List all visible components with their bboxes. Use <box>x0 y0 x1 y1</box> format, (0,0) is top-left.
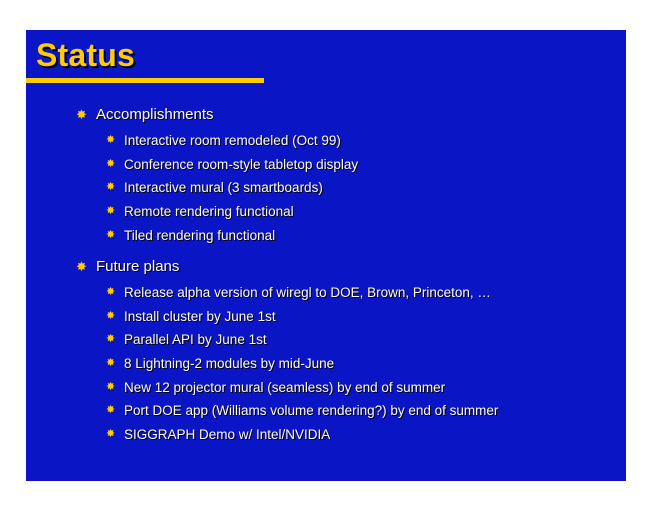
section-heading-label: Future plans <box>96 258 180 275</box>
list-item <box>106 305 498 329</box>
list-item <box>106 328 498 352</box>
asterisk-bullet-icon: ✸ <box>106 181 116 194</box>
list-item-label: Parallel API by June 1st <box>124 332 267 348</box>
asterisk-bullet-icon: ✸ <box>106 286 116 299</box>
list-item-label: Tiled rendering functional <box>124 227 276 243</box>
list-item-label: Remote rendering functional <box>124 204 294 220</box>
slide <box>26 30 626 481</box>
bullet-list <box>106 129 358 247</box>
list-item-label: Interactive room remodeled (Oct 99) <box>124 133 341 149</box>
list-item <box>106 281 498 305</box>
list-item-label: Conference room-style tabletop display <box>124 156 359 172</box>
asterisk-bullet-icon: ✸ <box>106 157 116 170</box>
asterisk-bullet-icon: ✸ <box>106 357 116 370</box>
section-heading <box>76 106 214 123</box>
asterisk-bullet-icon: ✸ <box>106 380 116 393</box>
section-heading <box>76 258 179 275</box>
asterisk-bullet-icon: ✸ <box>106 228 116 241</box>
asterisk-bullet-icon: ✸ <box>106 134 116 147</box>
list-item-label: Install cluster by June 1st <box>124 308 276 324</box>
list-item <box>106 375 498 399</box>
list-item-label: Release alpha version of wiregl to DOE, Brown, Princeton, … <box>124 285 491 301</box>
asterisk-bullet-icon: ✸ <box>106 309 116 322</box>
list-item <box>106 423 498 447</box>
list-item-label: 8 Lightning-2 modules by mid-June <box>124 356 335 372</box>
list-item <box>106 176 358 200</box>
asterisk-bullet-icon: ✸ <box>106 205 116 218</box>
list-item-label: New 12 projector mural (seamless) by end of summer <box>124 379 446 395</box>
bullet-list <box>106 281 498 446</box>
list-item <box>106 200 358 224</box>
asterisk-bullet-icon: ✸ <box>106 427 116 440</box>
asterisk-bullet-icon: ✸ <box>106 333 116 346</box>
asterisk-bullet-icon: ✸ <box>106 404 116 417</box>
title-underline <box>26 78 264 83</box>
list-item-label: Interactive mural (3 smartboards) <box>124 180 323 196</box>
section-heading-label: Accomplishments <box>96 106 214 123</box>
asterisk-bullet-icon: ✸ <box>76 107 87 122</box>
list-item-label: Port DOE app (Williams volume rendering?) by end of summer <box>124 403 499 419</box>
list-item <box>106 399 498 423</box>
slide-title: Status <box>36 37 135 73</box>
list-item <box>106 153 358 177</box>
list-item <box>106 352 498 376</box>
list-item-label: SIGGRAPH Demo w/ Intel/NVIDIA <box>124 426 331 442</box>
asterisk-bullet-icon: ✸ <box>76 259 87 274</box>
list-item <box>106 223 358 247</box>
list-item <box>106 129 358 153</box>
